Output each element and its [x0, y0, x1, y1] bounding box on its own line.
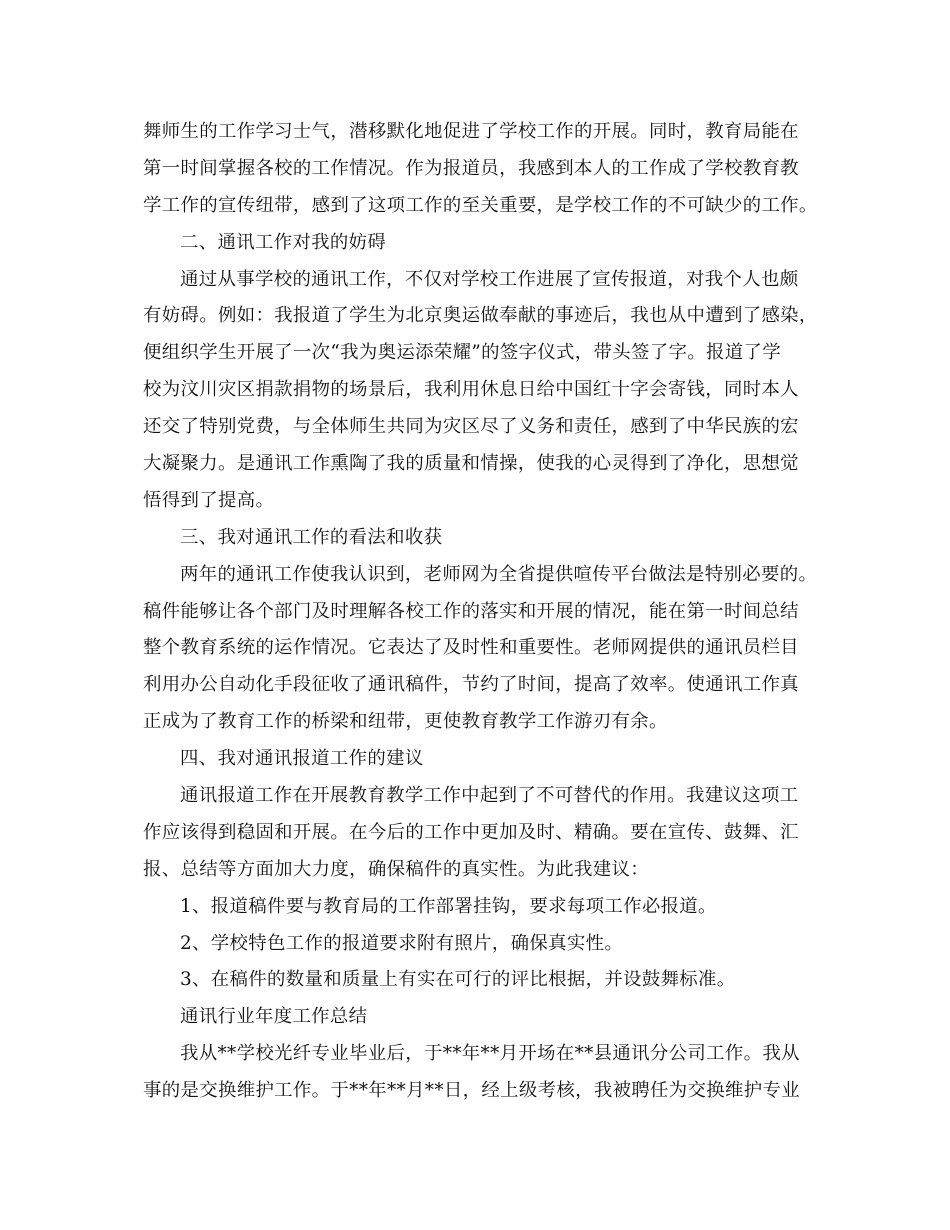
suggestion-item-1: 1、报道稿件要与教育局的工作部署挂钩，要求每项工作必报道。	[180, 895, 717, 917]
section-heading-3: 三、我对通讯工作的看法和收获	[180, 526, 443, 548]
text-line-6: 有妨碍。例如：我报道了学生为北京奥运做奉献的事迹后，我也从中遭到了感染，	[143, 305, 818, 327]
subtitle-heading: 通讯行业年度工作总结	[180, 1006, 368, 1028]
text-line-16: 利用办公自动化手段征收了通讯稿件，节约了时间，提高了效率。使通讯工作真	[143, 674, 799, 696]
text-line-19: 通讯报道工作在开展教育教学工作中起到了不可替代的作用。我建议这项工	[180, 785, 799, 807]
text-line-3: 学工作的宣传纽带，感到了这项工作的至关重要，是学校工作的不可缺少的工作。	[143, 194, 818, 216]
section-heading-2: 二、通讯工作对我的妨碍	[180, 231, 387, 253]
suggestion-item-3: 3、在稿件的数量和质量上有实在可行的评比根据，并设鼓舞标准。	[180, 969, 736, 991]
text-line-9: 还交了特别党费，与全体师生共同为灾区尽了义务和责任，感到了中华民族的宏	[143, 416, 799, 438]
text-line-26: 我从**学校光纤专业毕业后，于**年**月开场在**县通讯分公司工作。我从	[180, 1043, 800, 1065]
text-line-13: 两年的通讯工作使我认识到，老师网为全省提供喧传平台做法是特别必要的。	[180, 563, 818, 585]
text-line-5: 通过从事学校的通讯工作，不仅对学校工作进展了宣传报道，对我个人也颇	[180, 268, 799, 290]
text-line-8: 校为汶川灾区捐款捐物的场景后，我利用休息日给中国红十字会寄钱，同时本人	[143, 379, 799, 401]
section-heading-4: 四、我对通讯报道工作的建议	[180, 748, 424, 770]
text-line-2: 第一时间掌握各校的工作情况。作为报道员，我感到本人的工作成了学校教育教	[143, 157, 799, 179]
text-line-27: 事的是交换维护工作。于**年**月**日，经上级考核，我被聘任为交换维护专业	[143, 1080, 800, 1102]
document-body	[143, 114, 818, 1110]
text-line-14: 稿件能够让各个部门及时理解各校工作的落实和开展的情况，能在第一时间总结	[143, 600, 799, 622]
text-line-17: 正成为了教育工作的桥梁和纽带，更使教育教学工作游刃有余。	[143, 711, 668, 733]
text-line-11: 悟得到了提高。	[143, 489, 275, 511]
suggestion-item-2: 2、学校特色工作的报道要求附有照片，确保真实性。	[180, 932, 624, 954]
text-line-10: 大凝聚力。是通讯工作熏陶了我的质量和情操，使我的心灵得到了净化，思想觉	[143, 453, 799, 475]
text-line-15: 整个教育系统的运作情况。它表达了及时性和重要性。老师网提供的通讯员栏目	[143, 637, 799, 659]
text-line-7: 便组织学生开展了一次“我为奥运添荣耀”的签字仪式，带头签了字。报道了学	[143, 342, 781, 364]
text-line-20: 作应该得到稳固和开展。在今后的工作中更加及时、精确。要在宣传、鼓舞、汇	[143, 821, 799, 843]
text-line-1: 舞师生的工作学习士气，潜移默化地促进了学校工作的开展。同时，教育局能在	[143, 121, 799, 142]
text-line-21: 报、总结等方面加大力度，确保稿件的真实性。为此我建议：	[143, 858, 649, 880]
